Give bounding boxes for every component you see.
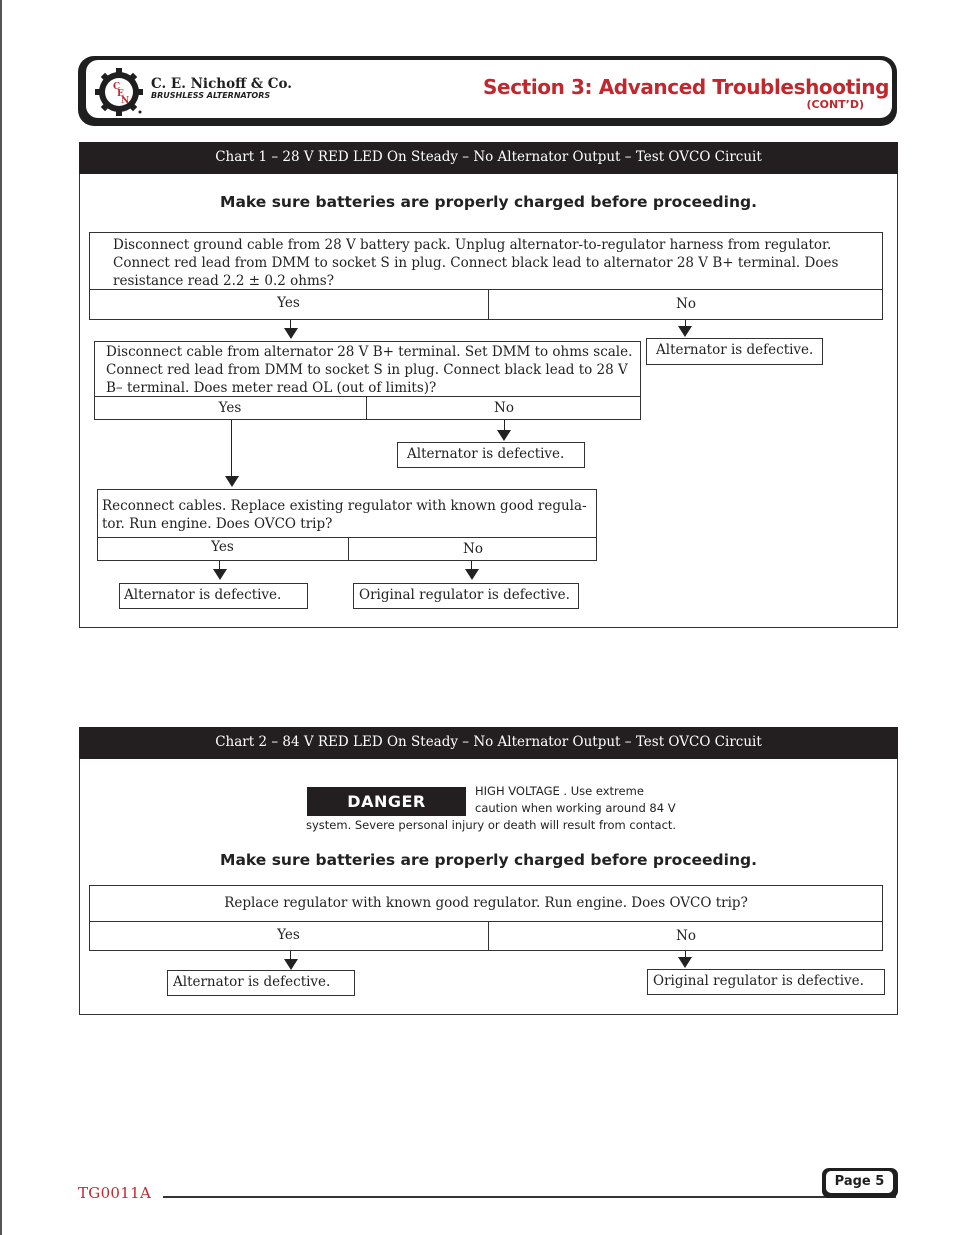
chart1-step3-question: Reconnect cables. Replace existing regulator with known good regula-tor. Run engine. Does OVCO trip? (102, 498, 587, 532)
chart1-step1-yes: Yes (277, 295, 300, 311)
company-name: C. E. Nichoff & Co. (151, 76, 292, 92)
chart1-step1-no-result: Alternator is defective. (646, 338, 823, 365)
section-title: Section 3: Advanced Troubleshooting (483, 75, 889, 99)
chart1-step3-yes-arrow-icon (213, 569, 227, 580)
chart1-step2-no-result: Alternator is defective. (397, 442, 585, 468)
chart1-note: Make sure batteries are properly charged before proceeding. (220, 193, 757, 211)
chart1-step2-yes-arrow-icon (225, 476, 239, 487)
chart2-title-bar: Chart 2 – 84 V RED LED On Steady – No Alternator Output – Test OVCO Circuit (79, 727, 898, 759)
chart2-step1-yes-arrow-icon (284, 959, 298, 970)
chart2-note: Make sure batteries are properly charged before proceeding. (220, 851, 757, 869)
chart1-step2-question: Disconnect cable from alternator 28 V B+ terminal. Set DMM to ohms scale. Connect red lead from DMM to socket S in plug. Connect black lead to 28 V B– terminal. Does meter read OL (out of limits)? (106, 344, 633, 396)
chart2-step1-no: No (676, 928, 696, 944)
chart2-step1-no-result: Original regulator is defective. (647, 969, 885, 995)
section-subtitle: (CONT’D) (806, 98, 864, 111)
logo-letter-n: N (121, 96, 130, 106)
chart1-step2-yes-line (231, 420, 232, 480)
chart1-step1-no-arrow-icon (678, 326, 692, 337)
chart1-step3-no-result: Original regulator is defective. (353, 583, 579, 609)
chart1-title-bar: Chart 1 – 28 V RED LED On Steady – No Alternator Output – Test OVCO Circuit (79, 142, 898, 174)
chart2-step1-yes-result: Alternator is defective. (167, 970, 355, 996)
chart1-step1-divider (89, 289, 883, 290)
chart2-step1-yes: Yes (277, 927, 300, 943)
logo-letter-e: E (117, 89, 124, 99)
chart1-step1-yes-arrow-icon (284, 328, 298, 339)
chart1-step1-question: Disconnect ground cable from 28 V battery pack. Unplug alternator-to-regulator harness from regulator. Connect red lead from DMM to socket S in plug. Connect black lead to alternator 28 V B+ terminal. Does resistance read 2.2 ± 0.2 ohms? (113, 237, 839, 289)
left-margin-rule (0, 0, 2, 1235)
danger-text-line3: system. Severe personal injury or death will result from contact. (306, 818, 677, 832)
company-tagline: BRUSHLESS ALTERNATORS (151, 91, 271, 100)
chart1-step3-no-arrow-icon (465, 569, 479, 580)
page-number: Page 5 (826, 1171, 893, 1193)
danger-label: DANGER (307, 787, 466, 816)
chart1-step2-no-arrow-icon (497, 430, 511, 441)
company-logo (94, 68, 150, 118)
danger-text-line1: HIGH VOLTAGE . Use extreme (475, 784, 644, 798)
logo-letter-c: C (113, 82, 121, 92)
chart1-step2-no: No (494, 400, 514, 416)
chart1-step3-no: No (463, 541, 483, 557)
chart1-step3-yes-result: Alternator is defective. (119, 583, 308, 609)
footer-rule (163, 1196, 896, 1198)
chart2-step1-divider (89, 921, 883, 922)
doc-id: TG0011A (78, 1184, 152, 1202)
logo-gear-icon (95, 68, 143, 116)
chart1-step1-no: No (676, 296, 696, 312)
chart1-step2-yes: Yes (218, 400, 242, 416)
danger-text-line2: caution when working around 84 V (475, 801, 676, 815)
chart1-step2-divider (94, 396, 641, 397)
chart2-step1-no-arrow-icon (678, 957, 692, 968)
chart1-step3-yes: Yes (211, 539, 234, 555)
chart2-step1-question: Replace regulator with known good regulator. Run engine. Does OVCO trip? (224, 895, 748, 911)
